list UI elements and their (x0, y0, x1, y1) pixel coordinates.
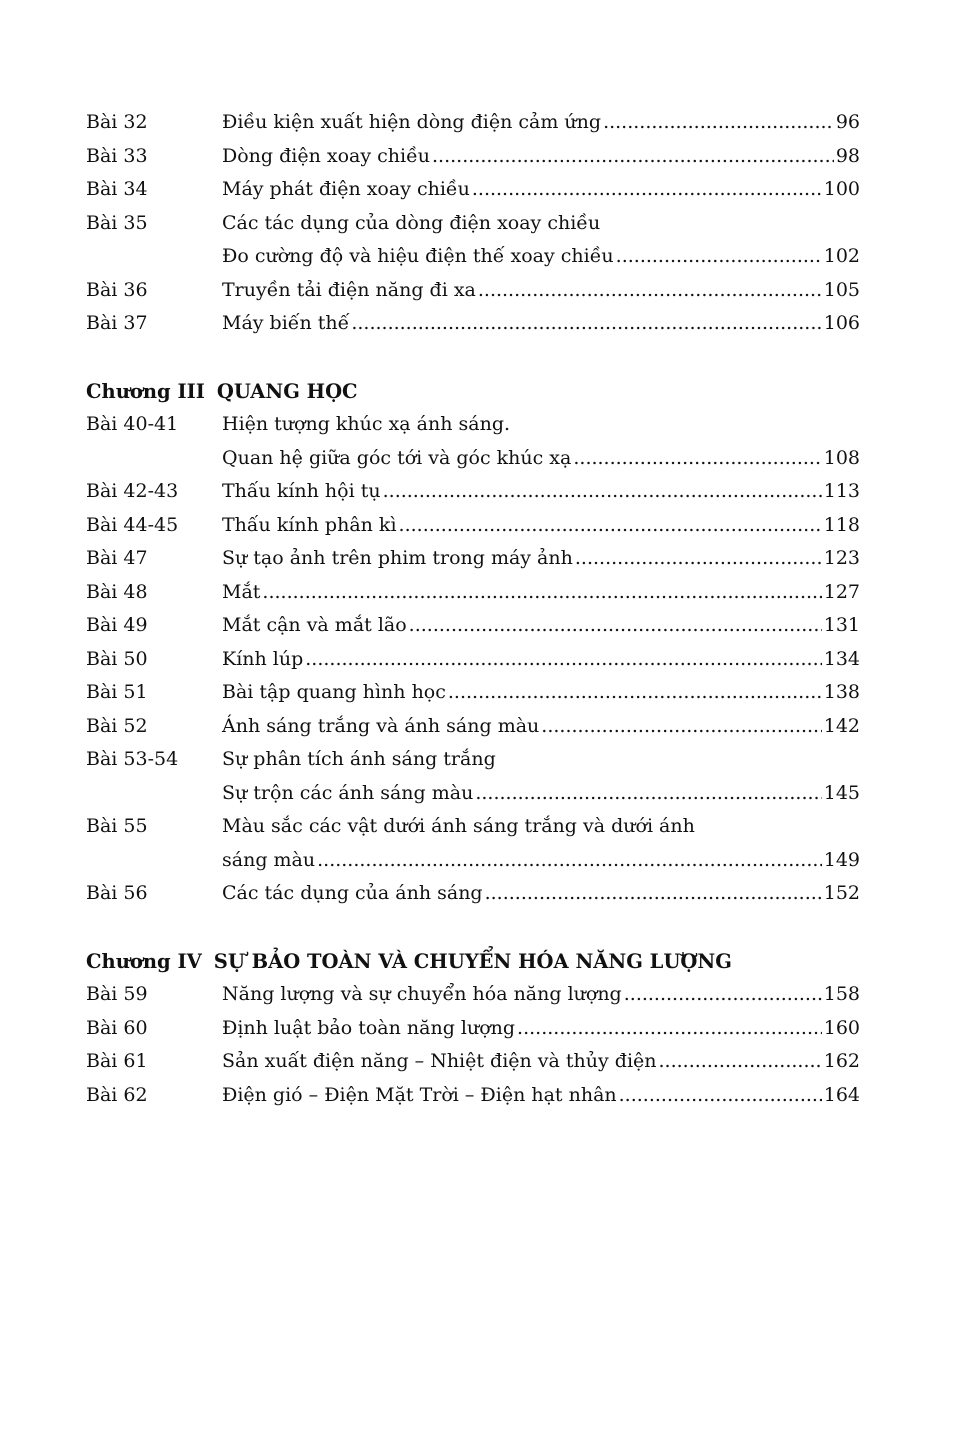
toc-section (86, 911, 860, 1113)
toc-row (86, 609, 860, 643)
lesson-number: Bài 35 (86, 211, 148, 234)
dot-leader (409, 609, 822, 643)
dot-leader (624, 978, 822, 1012)
lesson-title-text: Thấu kính phân kì (222, 513, 397, 536)
toc-entry[interactable] (86, 542, 860, 576)
toc-entry[interactable] (86, 1012, 860, 1046)
lesson-number: Bài 44-45 (86, 513, 179, 536)
toc-row (86, 442, 860, 476)
lesson-number: Bài 36 (86, 278, 148, 301)
lesson-number: Bài 40-41 (86, 413, 179, 435)
lesson-title (222, 408, 860, 442)
table-of-contents (86, 106, 860, 1112)
toc-row (86, 475, 860, 509)
dot-leader (472, 173, 822, 207)
dot-leader (517, 1012, 822, 1046)
dot-leader (541, 710, 821, 744)
toc-section (86, 341, 860, 911)
page-number[interactable]: 131 (823, 614, 860, 636)
lesson-number: Bài 48 (86, 580, 148, 603)
toc-row (86, 408, 860, 442)
chapter-title: SỰ BẢO TOÀN VÀ CHUYỂN HÓA NĂNG LƯỢNG (213, 949, 732, 973)
lesson-title (222, 307, 860, 341)
section-spacer (86, 341, 860, 375)
lesson-number: Bài 53-54 (86, 748, 179, 770)
lesson-title-text: Hiện tượng khúc xạ ánh sáng. (222, 413, 511, 435)
section-spacer (86, 911, 860, 945)
page-number[interactable]: 134 (823, 647, 860, 670)
dot-leader (478, 274, 822, 308)
lesson-number: Bài 59 (86, 983, 148, 1005)
toc-entry[interactable] (86, 207, 860, 274)
lesson-title (222, 777, 860, 811)
toc-section (86, 106, 860, 341)
lesson-title-text: Định luật bảo toàn năng lượng (222, 1016, 516, 1039)
toc-row (86, 207, 860, 241)
lesson-title (222, 1012, 860, 1046)
lesson-number: Bài 37 (86, 312, 148, 334)
lesson-number: Bài 34 (86, 178, 148, 200)
toc-entry[interactable] (86, 1045, 860, 1079)
toc-row (86, 1012, 860, 1046)
lesson-title (222, 140, 860, 174)
lesson-number: Bài 47 (86, 547, 148, 569)
lesson-number: Bài 50 (86, 647, 148, 670)
lesson-title (222, 173, 860, 207)
toc-row (86, 106, 860, 140)
toc-row (86, 1079, 860, 1113)
toc-row (86, 777, 860, 811)
lesson-title (222, 643, 860, 677)
toc-row (86, 877, 860, 911)
chapter-heading[interactable] (86, 945, 860, 979)
toc-entry[interactable] (86, 877, 860, 911)
dot-leader (399, 509, 822, 543)
dot-leader (485, 877, 822, 911)
toc-row (86, 978, 860, 1012)
toc-entry[interactable] (86, 609, 860, 643)
toc-entry[interactable] (86, 140, 860, 174)
toc-entry[interactable] (86, 509, 860, 543)
lesson-title-text: Sự phân tích ánh sáng trắng (222, 748, 496, 770)
toc-row (86, 844, 860, 878)
toc-entry[interactable] (86, 810, 860, 877)
toc-row (86, 676, 860, 710)
lesson-title-text: Sự trộn các ánh sáng màu (222, 781, 474, 804)
toc-entry[interactable] (86, 274, 860, 308)
lesson-number: Bài 49 (86, 614, 148, 636)
page-number[interactable]: 105 (823, 278, 860, 301)
lesson-title-text: Máy phát điện xoay chiều (222, 178, 470, 200)
dot-leader (351, 307, 821, 341)
lesson-title-text: Quan hệ giữa góc tới và góc khúc xạ (222, 446, 572, 469)
lesson-title-text: Các tác dụng của dòng điện xoay chiều (222, 211, 601, 234)
lesson-title (222, 609, 860, 643)
toc-row (86, 509, 860, 543)
page-number[interactable]: 158 (823, 983, 860, 1005)
dot-leader (603, 106, 834, 140)
lesson-number: Bài 51 (86, 681, 148, 703)
page-number[interactable]: 102 (823, 245, 860, 267)
page-number[interactable]: 98 (835, 144, 860, 167)
page-number[interactable]: 96 (835, 111, 860, 133)
toc-row (86, 140, 860, 174)
lesson-number: Bài 52 (86, 714, 148, 737)
dot-leader (383, 475, 822, 509)
toc-entry[interactable] (86, 106, 860, 140)
lesson-title-text: Bài tập quang hình học (222, 681, 446, 703)
lesson-title (222, 676, 860, 710)
dot-leader (619, 1079, 822, 1113)
lesson-title-text: Sản xuất điện năng – Nhiệt điện và thủy điện (222, 1050, 657, 1072)
page-number[interactable]: 149 (823, 848, 860, 871)
page-number[interactable]: 118 (823, 513, 860, 536)
page-number[interactable]: 108 (823, 446, 860, 469)
lesson-title (222, 274, 860, 308)
toc-entry[interactable] (86, 743, 860, 810)
page-number[interactable]: 138 (823, 681, 860, 703)
lesson-number: Bài 42-43 (86, 480, 179, 502)
lesson-title-text: Màu sắc các vật dưới ánh sáng trắng và dưới ánh (222, 815, 695, 837)
toc-entry[interactable] (86, 475, 860, 509)
lesson-title (222, 1079, 860, 1113)
chapter-heading[interactable] (86, 375, 860, 409)
page-number[interactable]: 162 (823, 1050, 860, 1072)
dot-leader (659, 1045, 822, 1079)
toc-row (86, 810, 860, 844)
lesson-title-text: Dòng điện xoay chiều (222, 144, 431, 167)
toc-row (86, 240, 860, 274)
lesson-title-text: Máy biến thế (222, 312, 350, 334)
toc-entry[interactable] (86, 408, 860, 475)
dot-leader (575, 542, 822, 576)
page-number[interactable]: 100 (823, 178, 860, 200)
lesson-number: Bài 60 (86, 1016, 148, 1039)
lesson-title-text: Mắt cận và mắt lão (222, 614, 407, 636)
lesson-title-text: Kính lúp (222, 647, 304, 670)
lesson-title (222, 844, 860, 878)
lesson-title-text: Điều kiện xuất hiện dòng điện cảm ứng (222, 111, 602, 133)
lesson-title-text: Mắt (222, 580, 261, 603)
chapter-label: Chương III (86, 379, 205, 403)
toc-row (86, 710, 860, 744)
lesson-title (222, 810, 860, 844)
toc-row (86, 173, 860, 207)
toc-entry[interactable] (86, 1079, 860, 1113)
page-number[interactable]: 127 (823, 580, 860, 603)
lesson-title (222, 710, 860, 744)
toc-entry[interactable] (86, 307, 860, 341)
lesson-title-text: Ánh sáng trắng và ánh sáng màu (222, 714, 540, 737)
lesson-title-text: Năng lượng và sự chuyển hóa năng lượng (222, 983, 622, 1005)
lesson-title (222, 509, 860, 543)
toc-row (86, 643, 860, 677)
toc-entry[interactable] (86, 710, 860, 744)
lesson-title-text: Đo cường độ và hiệu điện thế xoay chiều (222, 245, 614, 267)
lesson-title (222, 240, 860, 274)
toc-row (86, 542, 860, 576)
toc-row (86, 576, 860, 610)
page-number[interactable]: 113 (823, 480, 860, 502)
lesson-title (222, 576, 860, 610)
page-number[interactable]: 142 (823, 714, 860, 737)
lesson-title (222, 442, 860, 476)
page-number[interactable]: 152 (823, 882, 860, 904)
dot-leader (448, 676, 822, 710)
dot-leader (616, 240, 822, 274)
lesson-number: Bài 61 (86, 1050, 148, 1072)
lesson-number: Bài 32 (86, 111, 148, 133)
lesson-title-text: Điện gió – Điện Mặt Trời – Điện hạt nhân (222, 1083, 617, 1106)
lesson-title-text: Sự tạo ảnh trên phim trong máy ảnh (222, 547, 573, 569)
lesson-title (222, 978, 860, 1012)
page-number[interactable]: 164 (823, 1083, 860, 1106)
toc-row (86, 1045, 860, 1079)
chapter-label: Chương IV (86, 949, 202, 973)
dot-leader (305, 643, 821, 677)
dot-leader (475, 777, 821, 811)
lesson-number: Bài 55 (86, 815, 148, 837)
lesson-title (222, 743, 860, 777)
dot-leader (573, 442, 821, 476)
lesson-title-text: Các tác dụng của ánh sáng (222, 882, 483, 904)
lesson-title-text: sáng màu (222, 848, 316, 871)
toc-entry[interactable] (86, 676, 860, 710)
dot-leader (432, 140, 834, 174)
toc-row (86, 307, 860, 341)
lesson-title-text: Truyền tải điện năng đi xa (222, 278, 476, 301)
chapter-title: QUANG HỌC (216, 379, 358, 403)
dot-leader (262, 576, 821, 610)
lesson-title (222, 207, 860, 241)
toc-entry[interactable] (86, 173, 860, 207)
page-number[interactable]: 123 (823, 547, 860, 569)
toc-entry[interactable] (86, 978, 860, 1012)
lesson-number: Bài 56 (86, 882, 148, 904)
lesson-title (222, 877, 860, 911)
lesson-title (222, 475, 860, 509)
lesson-title (222, 542, 860, 576)
lesson-number: Bài 62 (86, 1083, 148, 1106)
lesson-title (222, 1045, 860, 1079)
lesson-number: Bài 33 (86, 144, 148, 167)
toc-entry[interactable] (86, 643, 860, 677)
lesson-title-text: Thấu kính hội tụ (222, 480, 381, 502)
lesson-title (222, 106, 860, 140)
page-number[interactable]: 160 (823, 1016, 860, 1039)
toc-entry[interactable] (86, 576, 860, 610)
dot-leader (317, 844, 822, 878)
page-number[interactable]: 106 (823, 312, 860, 334)
toc-row (86, 743, 860, 777)
page-number[interactable]: 145 (823, 781, 860, 804)
toc-row (86, 274, 860, 308)
